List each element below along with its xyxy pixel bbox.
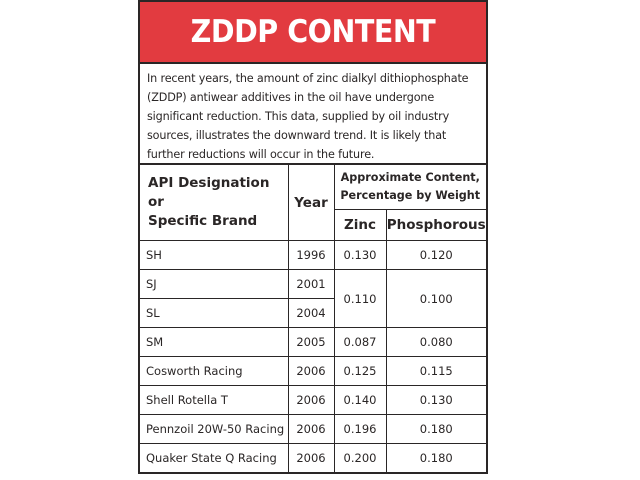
cell-brand: SL	[140, 299, 288, 328]
header-phosphorous: Phosphorous	[386, 210, 486, 241]
table-row	[140, 415, 486, 444]
table-row	[140, 357, 486, 386]
cell-brand: SM	[140, 328, 288, 357]
cell-brand: SH	[140, 241, 288, 270]
page-title: ZDDP CONTENT	[190, 14, 436, 50]
table-row	[140, 444, 486, 473]
table-row	[140, 328, 486, 357]
cell-year: 2006	[288, 415, 334, 444]
cell-phosphorous: 0.100	[386, 270, 486, 328]
cell-year: 2006	[288, 357, 334, 386]
cell-phosphorous: 0.115	[386, 357, 486, 386]
table-row	[140, 386, 486, 415]
cell-zinc: 0.140	[334, 386, 386, 415]
cell-brand: Pennzoil 20W-50 Racing	[140, 415, 288, 444]
table-row	[140, 270, 486, 299]
cell-year: 2001	[288, 270, 334, 299]
zddp-content-card	[138, 0, 488, 474]
table-row	[140, 241, 486, 270]
cell-phosphorous: 0.120	[386, 241, 486, 270]
cell-brand: Cosworth Racing	[140, 357, 288, 386]
cell-zinc: 0.200	[334, 444, 386, 473]
cell-brand: SJ	[140, 270, 288, 299]
title-banner	[140, 2, 486, 64]
cell-phosphorous: 0.180	[386, 444, 486, 473]
cell-phosphorous: 0.080	[386, 328, 486, 357]
cell-year: 2006	[288, 444, 334, 473]
cell-year: 2006	[288, 386, 334, 415]
cell-year: 2004	[288, 299, 334, 328]
cell-year: 2005	[288, 328, 334, 357]
header-approx-content: Approximate Content, Percentage by Weight	[334, 165, 486, 210]
cell-zinc: 0.110	[334, 270, 386, 328]
header-zinc: Zinc	[334, 210, 386, 241]
header-api-brand: API Designation or Specific Brand	[140, 165, 288, 241]
cell-zinc: 0.125	[334, 357, 386, 386]
cell-brand: Quaker State Q Racing	[140, 444, 288, 473]
cell-zinc: 0.130	[334, 241, 386, 270]
cell-zinc: 0.196	[334, 415, 386, 444]
header-year: Year	[288, 165, 334, 241]
cell-phosphorous: 0.180	[386, 415, 486, 444]
cell-phosphorous: 0.130	[386, 386, 486, 415]
intro-paragraph: In recent years, the amount of zinc dialkyl dithiophosphate (ZDDP) antiwear additives in the oil have undergone significant reduction. This data, supplied by oil industry sources, illustrates the downward trend. It is likely that further reductions will occur in the future.	[140, 64, 486, 165]
cell-zinc: 0.087	[334, 328, 386, 357]
table-header-row	[140, 165, 486, 210]
zddp-table	[140, 165, 486, 472]
cell-year: 1996	[288, 241, 334, 270]
cell-brand: Shell Rotella T	[140, 386, 288, 415]
